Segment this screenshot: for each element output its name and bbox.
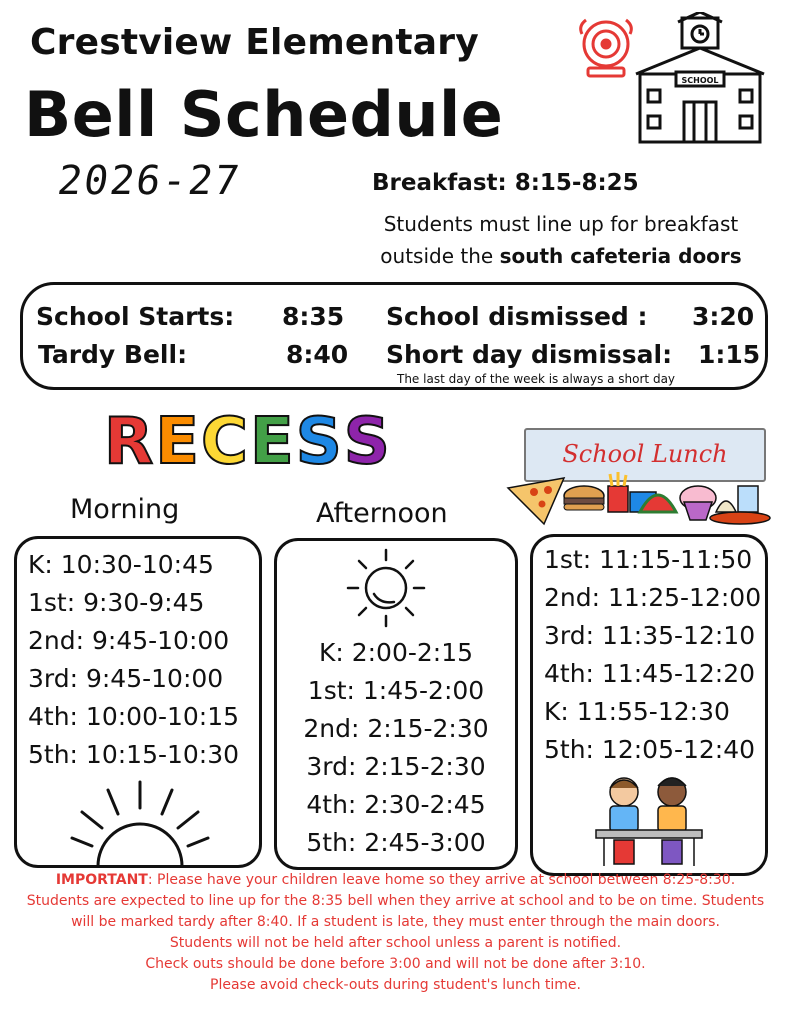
important-line1-text: : Please have your children leave home so they arrive at school between 8:25-8:30. bbox=[147, 872, 736, 888]
list-item: 5th: 2:45-3:00 bbox=[306, 828, 486, 857]
list-item: 1st: 1:45-2:00 bbox=[307, 676, 485, 705]
recess-letter: E bbox=[155, 405, 201, 479]
list-item: 3rd: 9:45-10:00 bbox=[28, 664, 224, 693]
breakfast-note-line1: Students must line up for breakfast bbox=[383, 212, 739, 236]
recess-letter: C bbox=[201, 405, 250, 479]
lunch-list bbox=[544, 541, 761, 769]
kids-eating-icon bbox=[594, 770, 704, 868]
hotdog-icon bbox=[710, 512, 770, 524]
list-item: 4th: 10:00-10:15 bbox=[28, 702, 240, 731]
alarm-bell-icon bbox=[574, 12, 640, 84]
short-day-note: The last day of the week is always a short day bbox=[397, 372, 676, 386]
important-line6: Please avoid check-outs during student's lunch time. bbox=[210, 977, 581, 993]
dismissed-label: School dismissed : bbox=[386, 302, 648, 331]
list-item: 5th: 10:15-10:30 bbox=[28, 740, 240, 769]
important-line1 bbox=[10, 870, 781, 891]
list-item: 2nd: 11:25-12:00 bbox=[544, 583, 762, 612]
page-title: Bell Schedule bbox=[24, 78, 504, 151]
breakfast-note-prefix: outside the bbox=[380, 244, 500, 268]
list-item: 3rd: 11:35-12:10 bbox=[544, 621, 756, 650]
list-item: 4th: 2:30-2:45 bbox=[306, 790, 486, 819]
afternoon-recess-list bbox=[276, 634, 516, 862]
school-sign: SCHOOL bbox=[681, 76, 719, 85]
short-day-value: 1:15 bbox=[698, 340, 761, 369]
school-lunch-title: School Lunch bbox=[562, 440, 728, 468]
school-starts-value: 8:35 bbox=[282, 302, 345, 331]
list-item: K: 11:55-12:30 bbox=[544, 697, 730, 726]
list-item: K: 2:00-2:15 bbox=[318, 638, 474, 667]
school-year: 2026-27 bbox=[54, 158, 244, 204]
morning-label: Morning bbox=[70, 494, 180, 525]
short-day-label: Short day dismissal: bbox=[386, 340, 673, 369]
school-name: Crestview Elementary bbox=[30, 22, 479, 63]
list-item: 2nd: 2:15-2:30 bbox=[303, 714, 489, 743]
rising-sun-icon bbox=[70, 778, 210, 868]
breakfast-heading: Breakfast: 8:15-8:25 bbox=[372, 170, 639, 196]
morning-recess-list bbox=[28, 546, 239, 774]
sun-icon bbox=[344, 546, 428, 630]
breakfast-note bbox=[356, 208, 766, 272]
important-line4: Students will not be held after school unless a parent is notified. bbox=[169, 935, 622, 951]
list-item: 3rd: 2:15-2:30 bbox=[306, 752, 486, 781]
breakfast-note-line2 bbox=[356, 240, 766, 272]
fries-icon bbox=[608, 486, 628, 512]
dismissed-value: 3:20 bbox=[692, 302, 755, 331]
recess-letter: S bbox=[295, 405, 344, 479]
recess-letter: S bbox=[343, 405, 392, 479]
important-notice bbox=[10, 870, 781, 996]
important-line5: Check outs should be done before 3:00 and will not be done after 3:10. bbox=[145, 956, 646, 972]
list-item: 4th: 11:45-12:20 bbox=[544, 659, 756, 688]
recess-heading bbox=[104, 405, 392, 479]
breakfast-location: south cafeteria doors bbox=[499, 244, 742, 268]
list-item: 5th: 12:05-12:40 bbox=[544, 735, 756, 764]
recess-letter: E bbox=[249, 405, 296, 479]
afternoon-label: Afternoon bbox=[316, 498, 448, 529]
list-item: 1st: 11:15-11:50 bbox=[544, 545, 753, 574]
important-line2: Students are expected to line up for the 8:35 bell when they arrive at school and to be on time. Students bbox=[26, 893, 765, 909]
tardy-bell-label: Tardy Bell: bbox=[38, 340, 188, 369]
school-starts-label: School Starts: bbox=[36, 302, 235, 331]
important-label: IMPORTANT bbox=[55, 872, 148, 888]
recess-letter: R bbox=[104, 405, 156, 479]
food-illustration bbox=[504, 468, 776, 530]
list-item: 1st: 9:30-9:45 bbox=[28, 588, 205, 617]
important-line3: will be marked tardy after 8:40. If a student is late, they must enter through the main doors. bbox=[71, 914, 720, 930]
list-item: K: 10:30-10:45 bbox=[28, 550, 214, 579]
pizza-icon bbox=[508, 478, 564, 524]
tardy-bell-value: 8:40 bbox=[286, 340, 349, 369]
drink-cup-icon bbox=[738, 486, 758, 512]
list-item: 2nd: 9:45-10:00 bbox=[28, 626, 230, 655]
school-building-icon bbox=[632, 12, 768, 146]
